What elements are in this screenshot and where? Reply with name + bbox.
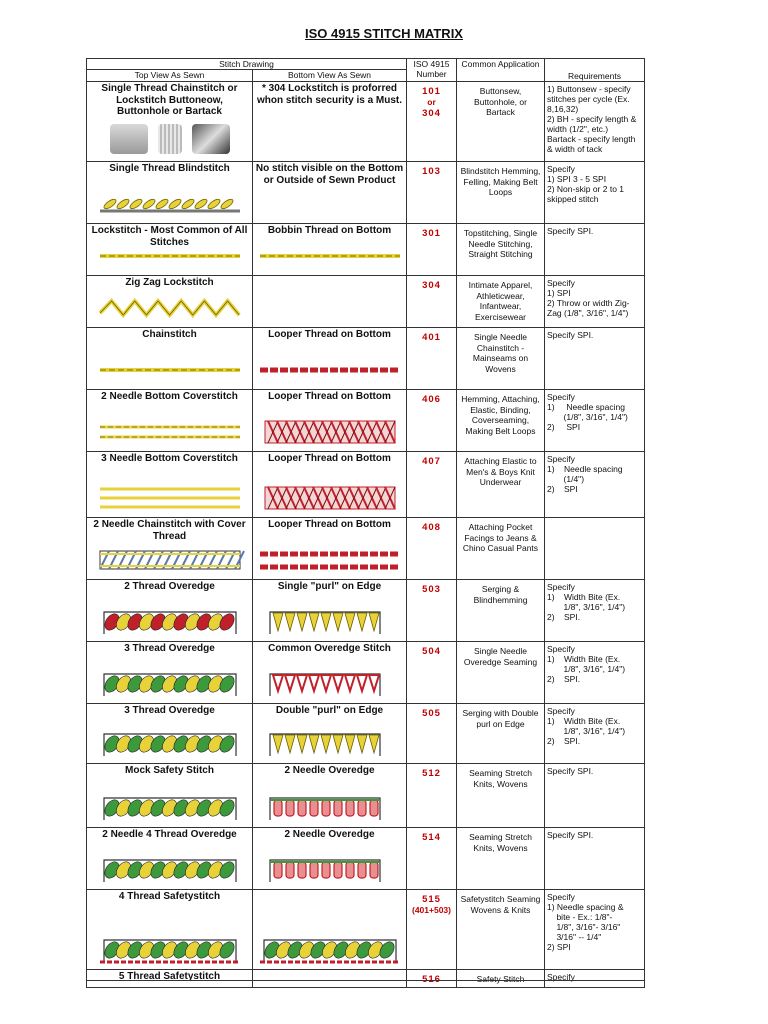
table-row [87, 580, 645, 642]
requirements-cell [545, 704, 645, 764]
table-row [87, 642, 645, 704]
stitch-drawing [255, 729, 405, 759]
requirement-line: bite - Ex.: 1/8"- [547, 912, 613, 922]
bottom-view-caption: Common Overedge Stitch [268, 643, 391, 654]
requirement-line: 2) BH - specify length & width (1/2", etc.) [547, 114, 639, 134]
application-cell: Seaming Stretch Knits, Wovens [457, 764, 545, 828]
bottom-view-caption: Bobbin Thread on Bottom [267, 225, 392, 236]
stitch-drawing [255, 483, 405, 513]
stitch-drawing [95, 241, 245, 271]
stitch-drawing [95, 293, 245, 323]
top-view-caption: 2 Needle Bottom Coverstitch [101, 391, 238, 402]
iso-code: 514 [422, 832, 441, 843]
top-view-cell [87, 452, 253, 518]
bottom-view-cell [253, 580, 407, 642]
stitch-drawing [95, 189, 245, 219]
requirements-cell [545, 390, 645, 452]
requirements-cell [545, 828, 645, 890]
requirement-line: 1) Width Bite (Ex. [547, 716, 621, 726]
requirements-cell [545, 452, 645, 518]
application-cell: Hemming, Attaching, Elastic, Binding, Coverseaming, Making Belt Loops [457, 390, 545, 452]
bottom-view-caption: Single "purl" on Edge [277, 581, 382, 592]
stitch-drawing [95, 607, 245, 637]
requirement-line: 1/8", 3/16", 1/4") [547, 726, 626, 736]
iso-code: 505 [422, 708, 441, 719]
bottom-view-cell [253, 82, 407, 162]
iso-number-cell [407, 642, 457, 704]
requirement-line: Specify [547, 644, 575, 654]
requirement-line: Specify SPI. [547, 226, 594, 236]
top-view-caption: 3 Needle Bottom Coverstitch [101, 453, 238, 464]
requirements-cell [545, 764, 645, 828]
stitch-drawing [95, 793, 245, 823]
bottom-view-caption [253, 890, 406, 891]
requirements-cell [545, 642, 645, 704]
stitch-drawing [255, 545, 405, 575]
requirement-line: Specify [547, 164, 575, 174]
requirement-line: (1/8", 3/16", 1/4") [547, 412, 628, 422]
top-view-caption: 3 Thread Overedge [124, 643, 215, 654]
iso-number-cell [407, 224, 457, 276]
stitch-drawing [255, 355, 405, 385]
iso-code: 503 [422, 584, 441, 595]
iso-code: 408 [422, 522, 441, 533]
iso-number-cell [407, 580, 457, 642]
bottom-view-cell [253, 828, 407, 890]
stitch-drawing [255, 793, 405, 823]
iso-code: 504 [422, 646, 441, 657]
requirement-line: 2) SPI [547, 484, 578, 494]
bottom-view-caption: 2 Needle Overedge [284, 829, 375, 840]
iso-number-cell [407, 452, 457, 518]
bottom-view-cell [253, 224, 407, 276]
table-row [87, 276, 645, 328]
header-stitch-drawing: Stitch Drawing [87, 59, 407, 70]
requirement-line: Specify [547, 454, 575, 464]
table-row [87, 82, 645, 162]
iso-number-cell [407, 328, 457, 390]
header-requirements: Requirements [545, 59, 645, 82]
requirement-line: 3/16" -- 1/4" [547, 932, 602, 942]
requirement-line: 1) Width Bite (Ex. [547, 592, 621, 602]
buttonhole-photos [87, 124, 252, 154]
bottom-view-caption: No stitch visible on the Bottom or Outside of Sewn Product [255, 163, 404, 186]
table-body [87, 82, 645, 988]
table-row [87, 390, 645, 452]
stitch-drawing [95, 669, 245, 699]
top-view-caption: Chainstitch [142, 329, 197, 340]
iso-code: 304 [422, 280, 441, 291]
top-view-caption: 2 Thread Overedge [124, 581, 215, 592]
stitch-drawing [95, 855, 245, 885]
bottom-view-cell [253, 764, 407, 828]
requirements-cell [545, 580, 645, 642]
stitch-drawing [255, 607, 405, 637]
top-view-cell [87, 764, 253, 828]
stitch-photo [192, 124, 230, 154]
table-row [87, 890, 645, 970]
bottom-view-cell [253, 704, 407, 764]
top-view-cell [87, 890, 253, 970]
top-view-caption: Lockstitch - Most Common of All Stitches [91, 225, 248, 248]
page-title: ISO 4915 STITCH MATRIX [305, 26, 463, 41]
application-cell: Safety Stitch [457, 970, 545, 988]
iso-code: 407 [422, 456, 441, 467]
requirement-line: 1) Needle spacing & [547, 902, 624, 912]
requirement-line: Specify SPI. [547, 330, 594, 340]
bottom-view-caption: Looper Thread on Bottom [268, 329, 391, 340]
requirement-line: Specify SPI. [547, 830, 594, 840]
stitch-photo [158, 124, 182, 154]
iso-code: 515 [422, 894, 441, 905]
stitch-drawing [95, 545, 245, 575]
requirements-cell [545, 82, 645, 162]
application-cell: Single Needle Chainstitch - Mainseams on Wovens [457, 328, 545, 390]
top-view-caption: Single Thread Blindstitch [109, 163, 230, 174]
bottom-view-caption: Looper Thread on Bottom [268, 519, 391, 530]
table-row [87, 518, 645, 580]
top-view-caption: 3 Thread Overedge [124, 705, 215, 716]
iso-code-alt: 304 [422, 108, 441, 119]
requirement-line: 2) SPI [547, 422, 581, 432]
application-cell: Single Needle Overedge Seaming [457, 642, 545, 704]
requirement-line: Specify [547, 582, 575, 592]
bottom-view-cell [253, 890, 407, 970]
application-cell: Attaching Pocket Facings to Jeans & Chino Casual Pants [457, 518, 545, 580]
iso-code: 516 [422, 974, 441, 985]
iso-code-note: or [427, 97, 436, 107]
page-cut-edge [86, 980, 644, 993]
iso-number-cell [407, 162, 457, 224]
bottom-view-cell [253, 518, 407, 580]
iso-code: 101 [422, 86, 441, 97]
application-cell: Topstitching, Single Needle Stitching, Straight Stitching [457, 224, 545, 276]
requirement-line: 2) SPI [547, 942, 571, 952]
iso-code-note: (401+503) [412, 905, 451, 915]
requirement-line: 1/8", 3/16", 1/4") [547, 602, 626, 612]
requirements-cell [545, 162, 645, 224]
requirement-line: 2) Throw or width Zig-Zag (1/8", 3/16", 1/4") [547, 298, 630, 318]
application-cell: Attaching Elastic to Men's & Boys Knit Underwear [457, 452, 545, 518]
bottom-view-caption: * 304 Lockstitch is proforred whon stitch security is a Must. [256, 83, 403, 106]
header-top-view: Top View As Sewn [87, 70, 253, 82]
requirement-line: 2) SPI. [547, 674, 581, 684]
top-view-caption: 2 Needle Chainstitch with Cover Thread [93, 519, 246, 542]
requirements-cell [545, 518, 645, 580]
bottom-view-caption: Double "purl" on Edge [275, 705, 384, 716]
requirement-line: Specify [547, 392, 575, 402]
requirement-line: Specify [547, 278, 575, 288]
application-cell: Buttonsew, Buttonhole, or Bartack [457, 82, 545, 162]
iso-code: 401 [422, 332, 441, 343]
stitch-matrix-table [86, 58, 645, 988]
requirement-line: 1) SPI 3 - 5 SPI [547, 174, 607, 184]
requirements-cell [545, 276, 645, 328]
application-cell: Intimate Apparel, Athleticwear, Infantwear, Exercisewear [457, 276, 545, 328]
top-view-cell [87, 276, 253, 328]
top-view-cell [87, 82, 253, 162]
top-view-caption: Single Thread Chainstitch or Lockstitch Buttoneow, Buttonhole or Bartack [101, 83, 238, 117]
iso-code: 406 [422, 394, 441, 405]
stitch-drawing [255, 855, 405, 885]
bottom-view-cell [253, 452, 407, 518]
top-view-caption: 2 Needle 4 Thread Overedge [102, 829, 237, 840]
table-row [87, 162, 645, 224]
top-view-cell [87, 580, 253, 642]
top-view-caption: 5 Thread Safetystitch [118, 971, 221, 982]
requirement-line: 1) Needle spacing [547, 402, 625, 412]
requirement-line: Specify [547, 972, 575, 982]
table-row [87, 224, 645, 276]
requirement-line: 1) Needle spacing [547, 464, 623, 474]
iso-number-cell [407, 82, 457, 162]
stitch-drawing [255, 241, 405, 271]
bottom-view-caption: Looper Thread on Bottom [268, 391, 391, 402]
iso-number-cell [407, 890, 457, 970]
requirement-line: 1) Width Bite (Ex. [547, 654, 621, 664]
requirement-line: 1) Buttonsew - specify stitches per cycle (Ex. 8,16,32) [547, 84, 633, 114]
header-iso-number: ISO 4915 Number [407, 59, 457, 82]
top-view-cell [87, 390, 253, 452]
requirement-line: 1/8", 3/16"- 3/16" [547, 922, 621, 932]
top-view-caption: Zig Zag Lockstitch [125, 277, 214, 288]
table-row [87, 828, 645, 890]
top-view-cell [87, 518, 253, 580]
iso-number-cell [407, 764, 457, 828]
top-view-caption: Mock Safety Stitch [125, 765, 214, 776]
table-row [87, 764, 645, 828]
stitch-photo [110, 124, 148, 154]
application-cell: Serging with Double purl on Edge [457, 704, 545, 764]
requirements-cell [545, 890, 645, 970]
requirements-cell [545, 328, 645, 390]
top-view-caption: 4 Thread Safetystitch [118, 891, 221, 902]
top-view-cell [87, 162, 253, 224]
bottom-view-caption: 2 Needle Overedge [284, 765, 375, 776]
iso-number-cell [407, 276, 457, 328]
requirement-line: 1/8", 3/16", 1/4") [547, 664, 626, 674]
stitch-drawing [95, 935, 245, 965]
bottom-view-cell [253, 390, 407, 452]
header-bottom-view: Bottom View As Sewn [253, 70, 407, 82]
stitch-drawing [255, 935, 405, 965]
top-view-cell [87, 328, 253, 390]
table-row [87, 452, 645, 518]
table-row [87, 704, 645, 764]
iso-number-cell [407, 390, 457, 452]
application-cell: Serging & Blindhemming [457, 580, 545, 642]
iso-number-cell [407, 828, 457, 890]
bottom-view-caption [253, 276, 406, 277]
stitch-drawing [95, 729, 245, 759]
table-row [87, 328, 645, 390]
stitch-drawing [95, 355, 245, 385]
stitch-drawing [255, 417, 405, 447]
requirements-cell [545, 224, 645, 276]
stitch-drawing [95, 483, 245, 513]
iso-code: 301 [422, 228, 441, 239]
top-view-cell [87, 828, 253, 890]
bottom-view-caption: Looper Thread on Bottom [268, 453, 391, 464]
requirement-line: Specify [547, 706, 575, 716]
requirement-line: (1/4") [547, 474, 585, 484]
application-cell: Safetystitch Seaming Wovens & Knits [457, 890, 545, 970]
bottom-view-cell [253, 162, 407, 224]
top-view-cell [87, 704, 253, 764]
stitch-drawing [95, 417, 245, 447]
requirement-line: Specify SPI. [547, 766, 594, 776]
stitch-drawing [255, 669, 405, 699]
application-cell: Seaming Stretch Knits, Wovens [457, 828, 545, 890]
bottom-view-caption [253, 970, 406, 971]
requirement-line: 2) SPI. [547, 736, 581, 746]
requirement-line: Bartack - specify length & width of tack [547, 134, 638, 154]
top-view-cell [87, 642, 253, 704]
iso-number-cell [407, 704, 457, 764]
top-view-cell [87, 224, 253, 276]
requirement-line: 2) Non-skip or 2 to 1 skipped stitch [547, 184, 627, 204]
requirement-line: Specify [547, 892, 575, 902]
header-common-application: Common Application [457, 59, 545, 82]
iso-code: 512 [422, 768, 441, 779]
iso-number-cell [407, 518, 457, 580]
bottom-view-cell [253, 276, 407, 328]
bottom-view-cell [253, 642, 407, 704]
bottom-view-cell [253, 328, 407, 390]
requirement-line: 2) SPI. [547, 612, 581, 622]
requirement-line: 1) SPI [547, 288, 571, 298]
application-cell: Blindstitch Hemming, Felling, Making Belt Loops [457, 162, 545, 224]
iso-code: 103 [422, 166, 441, 177]
